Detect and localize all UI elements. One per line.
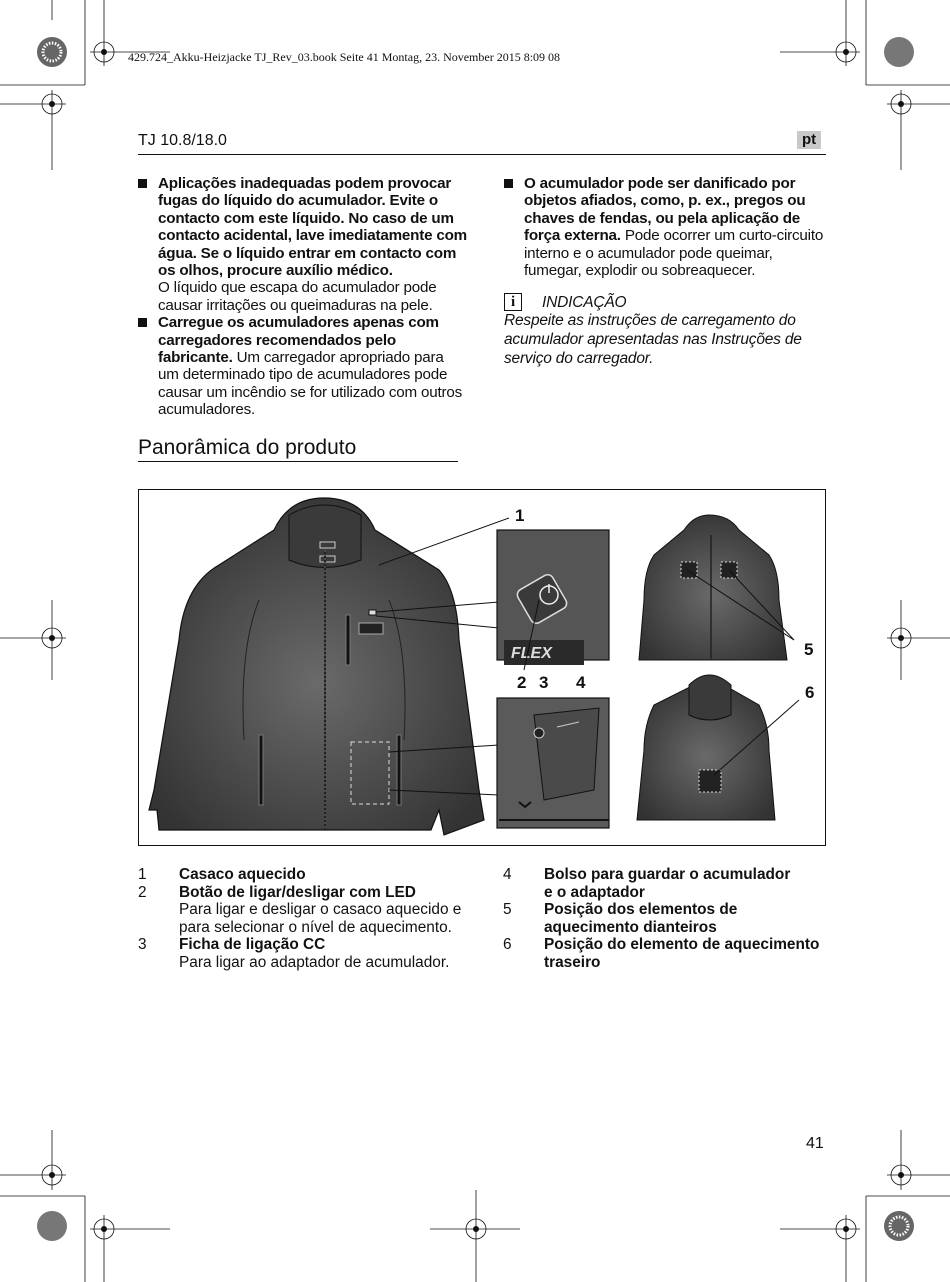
legend-item: 1 Casaco aquecido bbox=[138, 866, 306, 883]
legend-item: 6 Posição do elemento de aquecimento traseiro bbox=[503, 936, 820, 971]
legend-item: 5 Posição dos elementos de aquecimento dianteiros bbox=[503, 901, 738, 936]
callout-5: 5 bbox=[804, 640, 814, 659]
callout-4: 4 bbox=[576, 673, 586, 692]
header-rule bbox=[138, 154, 826, 155]
bullet-square-icon bbox=[138, 318, 147, 327]
legend-item: 4 Bolso para guardar o acumulador e o adaptador bbox=[503, 866, 791, 901]
bullet-bold-text: O acumulador pode ser danificado por objetos afiados, como, p. ex., pregos ou chaves de fendas, ou pela aplicação de força externa. bbox=[524, 175, 806, 245]
print-header: 429.724_Akku-Heizjacke TJ_Rev_03.book Seite 41 Montag, 23. November 2015 8:09 08 bbox=[128, 50, 561, 64]
note-header bbox=[504, 293, 826, 311]
button-detail-inset bbox=[497, 530, 609, 670]
legend-item: 2 Botão de ligar/desligar com LED Para ligar e desligar o casaco aquecido e para selecionar o nível de aquecimento. bbox=[138, 883, 462, 936]
front-jacket-small bbox=[639, 515, 794, 660]
section-title: Panorâmica do produto bbox=[138, 436, 458, 462]
jacket-illustration bbox=[139, 490, 826, 846]
callout-2: 2 bbox=[517, 673, 527, 692]
callout-3: 3 bbox=[539, 673, 549, 692]
bullet-body-text: O líquido que escapa do acumulador pode causar irritações ou queimaduras na pele. bbox=[158, 279, 437, 314]
bullet-bold-text: Carregue os acumuladores apenas com carregadores recomendados pelo fabricante. bbox=[158, 314, 439, 367]
main-jacket bbox=[149, 498, 484, 835]
bullet-square-icon bbox=[504, 179, 513, 188]
bullet-body-text: Pode ocorrer um curto-circuito interno e o acumulador pode queimar, fumegar, explodir ou sobreaquecer. bbox=[524, 227, 824, 280]
bullet-square-icon bbox=[138, 179, 147, 188]
back-jacket-small bbox=[637, 675, 799, 820]
info-icon: i bbox=[504, 293, 522, 311]
brand-logo: FLEX bbox=[511, 645, 552, 662]
legend-left bbox=[138, 866, 478, 972]
legend-item: 3 Ficha de ligação CC Para ligar ao adaptador de acumulador. bbox=[138, 936, 450, 971]
product-figure bbox=[138, 489, 826, 846]
bullet-body-text: Um carregador apropriado para um determinado tipo de acumuladores pode causar um incêndio se for utilizado com outros acumuladores. bbox=[158, 349, 462, 419]
bullet-bold-text: Aplicações inadequadas podem provocar fugas do líquido do acumulador. Evite o contacto com este líquido. No caso de um contacto acidental, lave imediatamente com água. Se o líquido entrar em contacto com os olhos, procure auxílio médico. bbox=[158, 175, 467, 280]
right-column bbox=[504, 175, 826, 368]
legend-right bbox=[503, 866, 833, 972]
pocket-detail-inset bbox=[497, 698, 609, 828]
note-text: Respeite as instruções de carregamento do acumulador apresentadas nas Instruções de serviço do carregador. bbox=[504, 312, 802, 368]
callout-6: 6 bbox=[805, 683, 815, 702]
callout-1: 1 bbox=[515, 506, 525, 525]
page-number: 41 bbox=[806, 1135, 824, 1152]
note-title: INDICAÇÃO bbox=[542, 293, 627, 311]
bullet-item bbox=[504, 175, 826, 279]
language-badge: pt bbox=[797, 131, 821, 149]
bullet-item bbox=[138, 314, 468, 418]
model-number: TJ 10.8/18.0 bbox=[138, 132, 227, 149]
left-column bbox=[138, 175, 468, 419]
bullet-item bbox=[138, 175, 468, 314]
